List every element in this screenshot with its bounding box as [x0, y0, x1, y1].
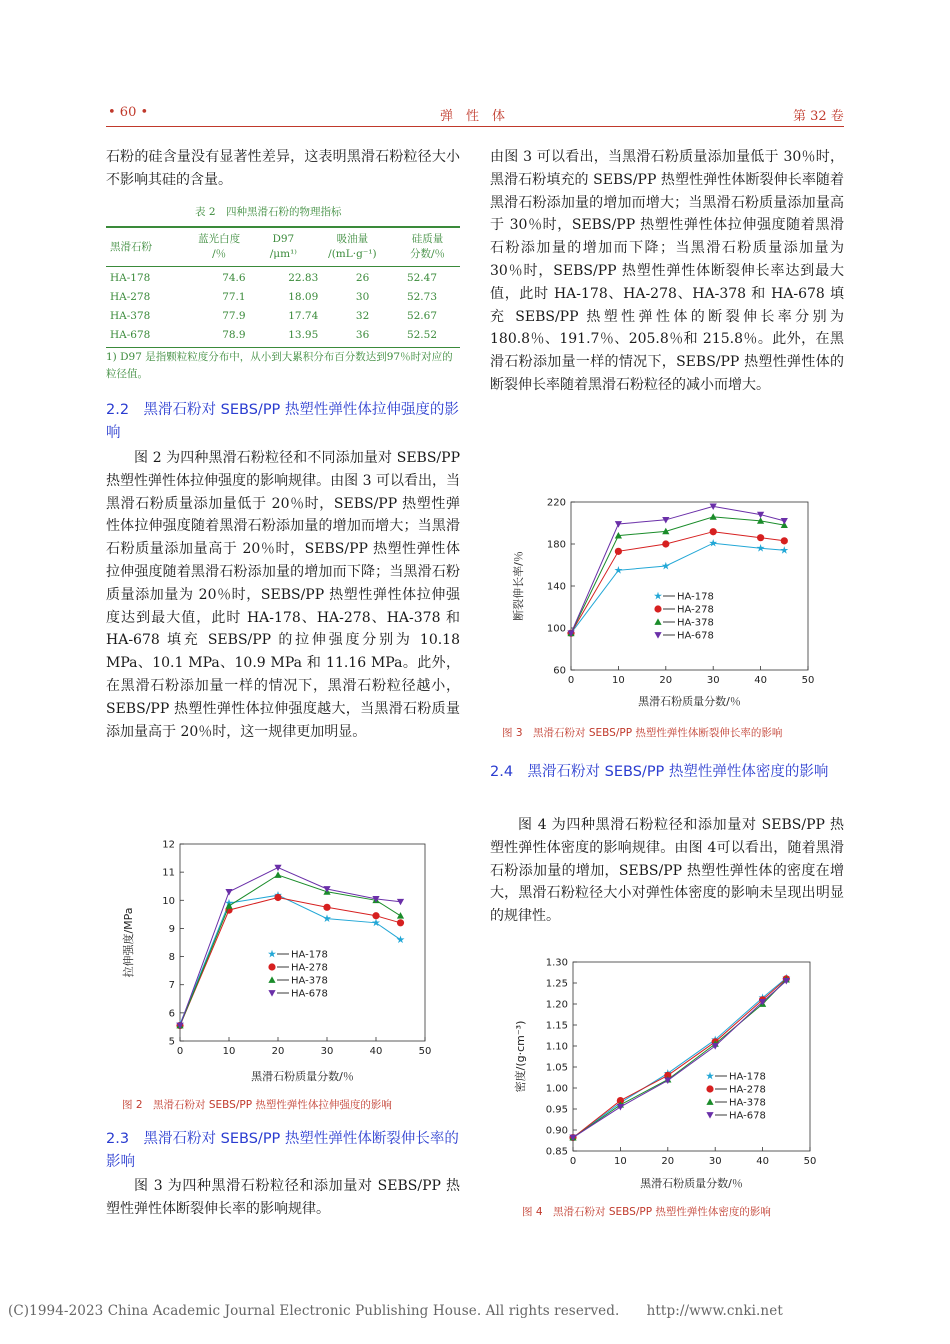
legend-marker [706, 1085, 713, 1092]
data-point [710, 513, 717, 519]
legend-marker [706, 1072, 714, 1080]
x-tick-label: 40 [369, 1046, 383, 1057]
journal-title: 弹 性 体 [440, 109, 506, 124]
table2-header: 蓝光白度 /％ [198, 232, 241, 260]
y-tick-label: 1.20 [545, 999, 568, 1011]
table-cell: HA-678 [110, 329, 151, 341]
data-point [372, 912, 379, 919]
table-cell: 36 [355, 329, 370, 341]
legend-label: HA-378 [291, 975, 328, 987]
y-tick-label: 0.90 [545, 1125, 568, 1137]
legend-label: HA-178 [677, 591, 714, 603]
legend-label: HA-278 [729, 1084, 766, 1096]
section-2-4-para: 图 4 为四种黑滑石粉粒径和添加量对 SEBS/PP 热塑性弹性体密度的影响规律。由图 4可以看出，随着黑滑石粉添加量的增加，SEBS/PP 热塑性弹性体的密度在增大，黑滑石粉粒径大小对弹性体密度的影响未呈现出明显的规律性。 [490, 817, 844, 925]
table-row [106, 307, 460, 326]
table2-caption: 表 2 四种黑滑石粉的物理指标 [195, 206, 342, 218]
x-tick-label: 10 [612, 675, 625, 686]
x-tick-label: 30 [708, 1156, 722, 1167]
table-row [106, 326, 460, 345]
y-tick-label: 9 [168, 923, 175, 935]
y-axis-label: 拉伸强度/MPa [122, 907, 135, 978]
table-cell: 32 [355, 310, 370, 322]
x-tick-label: 0 [569, 1156, 577, 1167]
copyright-footer: (C)1994-2023 China Academic Journal Electronic Publishing House. All rights reserved. http://www.cnki.net [8, 1303, 783, 1319]
table-cell: HA-178 [110, 272, 151, 284]
table-cell: 52.73 [406, 291, 437, 303]
legend-marker [654, 592, 662, 600]
data-point [662, 540, 669, 547]
left-intro: 石粉的硅含量没有显著性差异，这表明黑滑石粉粒径大小不影响其硅的含量。 [106, 149, 460, 188]
legend-marker [654, 632, 661, 638]
x-tick-label: 40 [754, 675, 767, 686]
legend-label: HA-678 [729, 1110, 766, 1122]
x-tick-label: 0 [176, 1046, 184, 1057]
table-cell: 30 [355, 291, 370, 303]
data-point [274, 894, 281, 901]
table-row [106, 288, 460, 307]
legend-label: HA-378 [729, 1097, 766, 1109]
legend-label: HA-278 [291, 962, 328, 974]
y-tick-label: 5 [168, 1036, 175, 1048]
y-axis-label: 断裂伸长率/％ [512, 551, 525, 621]
x-tick-label: 40 [756, 1156, 769, 1167]
x-tick-label: 0 [567, 675, 575, 686]
data-point [397, 919, 404, 926]
table2-header-row [106, 228, 460, 266]
legend-marker [654, 618, 661, 624]
table-cell: 77.1 [222, 291, 246, 303]
x-tick-label: 10 [222, 1046, 236, 1057]
legend-marker [268, 950, 276, 958]
figure-4-chart [506, 955, 824, 1195]
x-tick-label: 30 [706, 675, 720, 686]
table-cell: HA-378 [110, 310, 151, 322]
y-tick-label: 1.25 [545, 978, 568, 990]
y-tick-label: 8 [168, 952, 175, 964]
y-tick-label: 60 [553, 665, 566, 677]
y-tick-label: 0.85 [545, 1146, 568, 1158]
data-point [781, 518, 788, 524]
table-cell: 17.74 [288, 310, 319, 322]
plot-frame [180, 844, 425, 1041]
data-point [397, 935, 405, 943]
data-point [615, 521, 622, 527]
x-tick-label: 50 [803, 1156, 817, 1167]
y-tick-label: 6 [168, 1008, 175, 1020]
table-cell: 74.6 [222, 272, 246, 284]
table-cell: 77.9 [222, 310, 246, 322]
x-tick-label: 30 [320, 1046, 334, 1057]
y-tick-label: 10 [162, 895, 175, 907]
table2-header: 吸油量 /(mL·g⁻¹) [328, 232, 377, 260]
y-axis-label: 密度/(g·cm⁻³) [514, 1020, 527, 1093]
table-cell: 22.83 [288, 272, 319, 284]
table-cell: 78.9 [222, 329, 246, 341]
table-cell: HA-278 [110, 291, 151, 303]
x-tick-label: 50 [801, 675, 815, 686]
legend-marker [654, 605, 661, 612]
data-point [225, 889, 232, 895]
section-2-4-title: 2.4 黑滑石粉对 SEBS/PP 热塑性弹性体密度的影响 [490, 764, 829, 780]
section-2-3-title: 2.3 黑滑石粉对 SEBS/PP 热塑性弹性体断裂伸长率的影响 [106, 1131, 459, 1170]
y-tick-label: 0.95 [545, 1104, 568, 1116]
y-tick-label: 100 [546, 623, 566, 635]
data-point [397, 899, 404, 905]
x-tick-label: 20 [659, 675, 673, 686]
data-point [662, 562, 670, 570]
table-cell: 52.52 [406, 329, 437, 341]
y-tick-label: 1.00 [545, 1083, 568, 1095]
x-tick-label: 10 [614, 1156, 627, 1167]
right-para-1: 由图 3 可以看出，当黑滑石粉质量添加量低于 30％时，黑滑石粉填充的 SEBS/PP 热塑性弹性体断裂伸长率随着黑滑石粉添加量的增加而增大；当黑滑石粉质量添加量高于 30％时，SEBS/PP 热塑性弹性体拉伸强度随着黑滑石粉添加量的增加而下降；当黑滑石粉质量添加量为 30％时，SEBS/PP 热塑性弹性体断裂伸长率达到最大值，此时 HA-178、HA-278、HA-378 和 HA-678 填充 SEBS/PP 热塑性弹性体的断裂伸长率分别为 180.8％、191.7％、205.8％和 215.8％。此外，在黑滑石粉添加量一样的情况下，SEBS/PP 热塑性弹性体的断裂伸长率随着黑滑石粉粒径的减小而增大。 [490, 149, 844, 393]
table-cell: 13.95 [288, 329, 319, 341]
legend-marker [706, 1112, 713, 1118]
data-point [225, 902, 232, 908]
y-tick-label: 1.15 [545, 1020, 568, 1032]
section-2-2-para: 图 2 为四种黑滑石粉粒径和不同添加量对 SEBS/PP 热塑性弹性体拉伸强度的影响规律。由图 3 可以看出，当黑滑石粉质量添加量低于 20％时，SEBS/PP 热塑性弹性体拉伸强度随着黑滑石粉添加量的增加而增大；当黑滑石粉质量添加量高于 20％时，SEBS/PP 热塑性弹性体拉伸强度随着黑滑石粉添加量的增加而下降；当黑滑石粉质量添加量为 20％时，SEBS/PP 热塑性弹性体拉伸强度达到最大值，此时 HA-178、HA-278、HA-378 和 HA-678 填充 SEBS/PP 的拉伸强度分别为 10.18 MPa、10.1 MPa、10.9 MPa 和 11.16 MPa。此外，在黑滑石粉添加量一样的情况下，黑滑石粉粒径越小，SEBS/PP 热塑性弹性体拉伸强度越大，当黑滑石粉质量添加量高于 20％时，这一规律更加明显。 [106, 450, 460, 740]
data-point [274, 865, 281, 871]
y-tick-label: 1.05 [545, 1062, 568, 1074]
legend-marker [268, 976, 275, 982]
y-tick-label: 140 [546, 581, 566, 593]
legend-label: HA-178 [291, 949, 328, 961]
series-line-ha-378 [571, 517, 784, 633]
y-tick-label: 1.10 [545, 1041, 568, 1053]
legend-label: HA-178 [729, 1071, 766, 1083]
data-point [710, 528, 717, 535]
x-tick-label: 50 [418, 1046, 432, 1057]
volume-label: 第 32 卷 [793, 109, 844, 124]
figure-3-chart [504, 490, 824, 712]
x-axis-label: 黑滑石粉质量分数/％ [251, 1070, 354, 1083]
x-axis-label: 黑滑石粉质量分数/％ [640, 1177, 743, 1190]
figure-3-caption: 图 3 黑滑石粉对 SEBS/PP 热塑性弹性体断裂伸长率的影响 [502, 727, 783, 739]
section-2-3-para: 图 3 为四种黑滑石粉粒径和添加量对 SEBS/PP 热塑性弹性体断裂伸长率的影响规律。 [106, 1178, 460, 1217]
legend-label: HA-278 [677, 604, 714, 616]
data-point [757, 534, 764, 541]
data-point [323, 914, 331, 922]
data-point [781, 537, 788, 544]
legend-marker [268, 990, 275, 996]
y-tick-label: 11 [162, 867, 175, 879]
y-tick-label: 1.30 [545, 957, 568, 969]
y-tick-label: 180 [546, 539, 566, 551]
table-cell: 52.67 [406, 310, 437, 322]
table2-header: D97 /μm¹⁾ [269, 232, 297, 260]
legend-label: HA-678 [291, 988, 328, 1000]
legend-marker [268, 963, 275, 970]
series-line-ha-278 [180, 898, 401, 1026]
y-tick-label: 7 [168, 980, 175, 992]
section-2-2-title: 2.2 黑滑石粉对 SEBS/PP 热塑性弹性体拉伸强度的影响 [106, 402, 459, 441]
table-cell: 52.47 [406, 272, 437, 284]
data-point [709, 539, 717, 547]
data-point [397, 912, 404, 918]
table-cell: 18.09 [288, 291, 319, 303]
table2-header: 硅质量 分数/％ [409, 232, 446, 260]
y-tick-label: 12 [162, 839, 175, 851]
data-point [323, 904, 330, 911]
header-rule [106, 126, 844, 127]
legend-label: HA-678 [677, 630, 714, 642]
page-number: • 60 • [108, 105, 149, 120]
figure-4-caption: 图 4 黑滑石粉对 SEBS/PP 热塑性弹性体密度的影响 [522, 1206, 771, 1218]
x-tick-label: 20 [661, 1156, 675, 1167]
legend-marker [706, 1098, 713, 1104]
table2-header: 黑滑石粉 [110, 241, 152, 253]
data-point [274, 871, 281, 877]
x-axis-label: 黑滑石粉质量分数/％ [638, 695, 741, 708]
table-cell: 26 [355, 272, 370, 284]
x-tick-label: 20 [271, 1046, 285, 1057]
figure-2-chart [120, 832, 450, 1090]
data-point [615, 548, 622, 555]
table2 [106, 226, 460, 348]
table2-note: 1) D97 是指颗粒粒度分布中，从小到大累积分布百分数达到97％时对应的粒径值。 [106, 351, 453, 380]
table-row [106, 269, 460, 288]
figure-2-caption: 图 2 黑滑石粉对 SEBS/PP 热塑性弹性体拉伸强度的影响 [122, 1099, 392, 1111]
y-tick-label: 220 [546, 497, 566, 509]
legend-label: HA-378 [677, 617, 714, 629]
